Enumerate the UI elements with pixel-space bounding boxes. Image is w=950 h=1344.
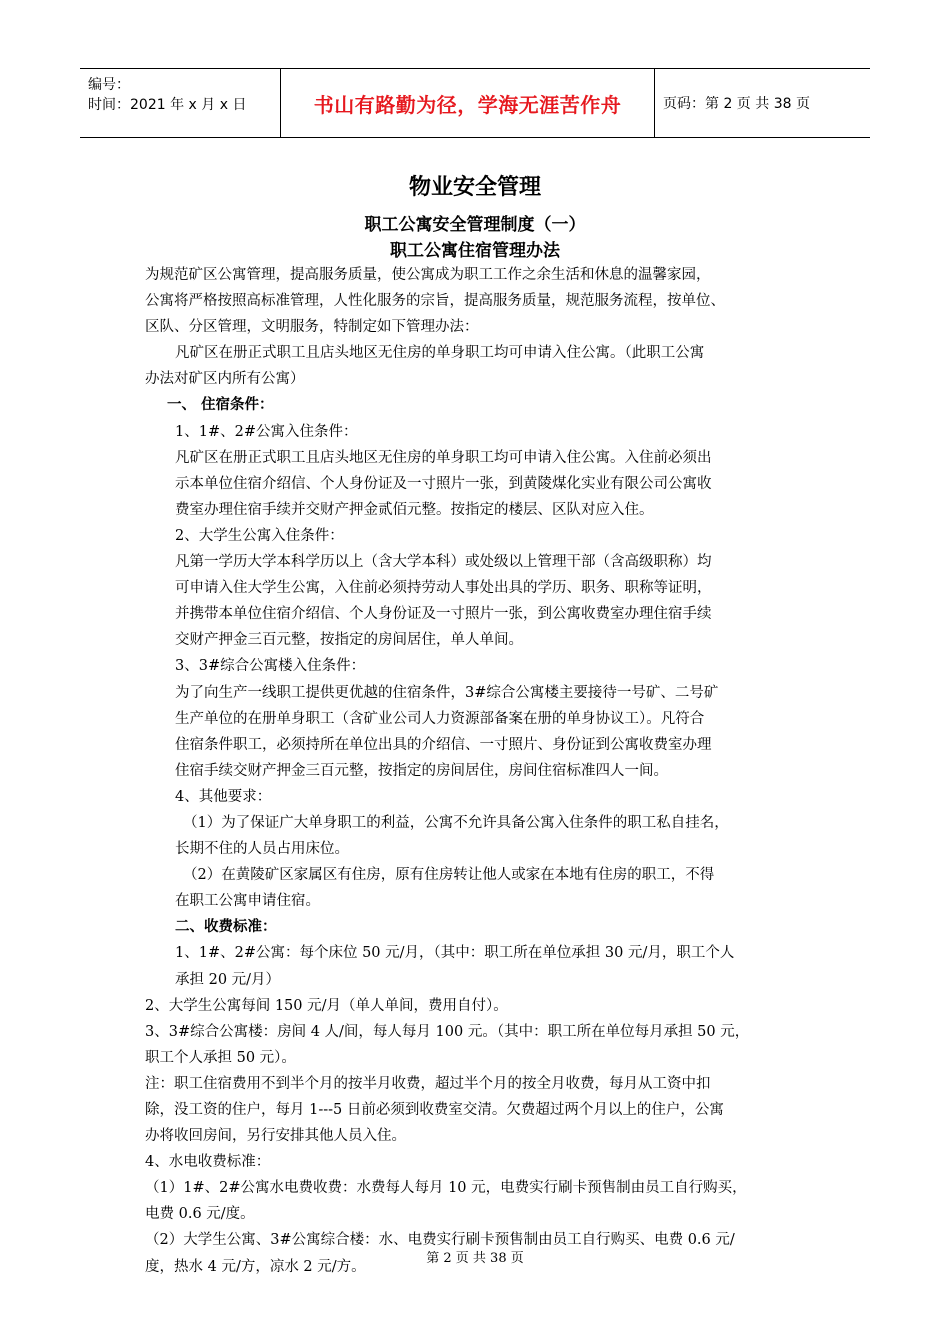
section-heading: 二、收费标准：: [175, 918, 277, 936]
header-page-info: 页码：第 2 页 共 38 页: [663, 96, 810, 112]
paragraph-line: 住宿手续交财产押金三百元整，按指定的房间居住，房间住宿标准四人一间。: [175, 762, 668, 779]
paragraph-line: 职工个人承担 50 元）。: [145, 1049, 296, 1066]
subsection-heading: 1、1#、2#公寓入住条件：: [175, 423, 358, 440]
document-date: 时间：2021 年 x 月 x 日: [88, 97, 247, 113]
subsection-heading: 4、水电收费标准：: [145, 1154, 271, 1171]
paragraph-line: 注：职工住宿费用不到半个月的按半月收费，超过半个月的按全月收费，每月从工资中扣: [145, 1075, 711, 1092]
section-title: 职工公寓安全管理制度（一）: [364, 215, 586, 235]
paragraph-line: 在职工公寓申请住宿。: [175, 893, 320, 910]
paragraph-line: 1、1#、2#公寓：每个床位 50 元/月，（其中：职工所在单位承担 30 元/月，职工个人: [175, 945, 735, 962]
subsection-heading: 4、其他要求：: [175, 788, 272, 805]
paragraph-line: （1）1#、2#公寓水电费收费：水费每人每月 10 元，电费实行刷卡预售制由员工自行购买，: [145, 1180, 747, 1197]
paragraph-line: 生产单位的在册单身职工（含矿业公司人力资源部备案在册的单身协议工）。凡符合: [175, 710, 705, 727]
paragraph-line: 为了向生产一线职工提供更优越的住宿条件，3#综合公寓楼主要接待一号矿、二号矿: [175, 684, 719, 701]
document-title: 物业安全管理: [408, 175, 541, 200]
paragraph-line: 示本单位住宿介绍信、个人身份证及一寸照片一张，到黄陵煤化实业有限公司公寓收: [175, 475, 712, 492]
header-meta: [80, 69, 280, 137]
paragraph-line: 承担 20 元/月）: [175, 971, 281, 988]
paragraph-line: 为规范矿区公寓管理，提高服务质量，使公寓成为职工工作之余生活和休息的温馨家园，: [145, 267, 711, 283]
paragraph-line: 3、3#综合公寓楼：房间 4 人/间，每人每月 100 元。（其中：职工所在单位每月承担 50 元，: [145, 1023, 750, 1040]
paragraph-line: 可申请入住大学生公寓，入住前必须持劳动人事处出具的学历、职务、职称等证明，: [175, 580, 712, 597]
paragraph-line: 凡矿区在册正式职工且店头地区无住房的单身职工均可申请入住公寓。（此职工公寓: [175, 345, 705, 362]
paragraph-line: 区队、分区管理，文明服务，特制定如下管理办法：: [145, 319, 479, 336]
paragraph-line: （2）大学生公寓、3#公寓综合楼：水、电费实行刷卡预售制由员工自行购买、电费 0.6 元/: [145, 1232, 735, 1249]
subsection-heading: 3、3#综合公寓楼入住条件：: [175, 658, 366, 675]
paragraph-line: 凡第一学历大学本科学历以上（含大学本科）或处级以上管理干部（含高级职称）均: [175, 554, 712, 571]
paragraph-line: 办法对矿区内所有公寓）: [145, 371, 305, 388]
paragraph-line: （1）为了保证广大单身职工的利益，公寓不允许具备公寓入住条件的职工私自挂名，: [183, 814, 729, 831]
paragraph-line: 长期不住的人员占用床位。: [175, 841, 349, 858]
header-motto: 书山有路勤为径，学海无涯苦作舟: [313, 92, 622, 117]
paragraph-line: 电费 0.6 元/度。: [145, 1206, 255, 1223]
paragraph-line: 凡矿区在册正式职工且店头地区无住房的单身职工均可申请入住公寓。入住前必须出: [175, 449, 712, 466]
paragraph-line: （2）在黄陵矿区家属区有住房，原有住房转让他人或家在本地有住房的职工，不得: [183, 867, 715, 884]
subsection-heading: 2、大学生公寓入住条件：: [175, 527, 344, 544]
document-body: [145, 262, 813, 1280]
paragraph-line: 交财产押金三百元整，按指定的房间居住，单人单间。: [175, 632, 523, 649]
page-header: [80, 68, 870, 138]
paragraph-line: 住宿条件职工，必须持所在单位出具的介绍信、一寸照片、身份证到公寓收费室办理: [175, 736, 712, 753]
section-subtitle: 职工公寓住宿管理办法: [390, 241, 560, 261]
paragraph-line: 2、大学生公寓每间 150 元/月（单人单间，费用自付）。: [145, 997, 508, 1014]
page-footer: 第 2 页 共 38 页: [426, 1251, 524, 1266]
document-number-label: 编号：: [88, 77, 130, 93]
paragraph-line: 办将收回房间，另行安排其他人员入住。: [145, 1128, 406, 1145]
section-heading: 一、 住宿条件：: [167, 396, 274, 414]
paragraph-line: 除，没工资的住户，每月 1---5 日前必须到收费室交清。欠费超过两个月以上的住户，公寓: [145, 1102, 724, 1118]
paragraph-line: 公寓将严格按照高标准管理，人性化服务的宗旨，提高服务质量，规范服务流程，按单位、: [145, 293, 725, 310]
paragraph-line: 度，热水 4 元/方，凉水 2 元/方。: [145, 1258, 366, 1275]
paragraph-line: 并携带本单位住宿介绍信、个人身份证及一寸照片一张，到公寓收费室办理住宿手续: [175, 606, 712, 623]
paragraph-line: 费室办理住宿手续并交财产押金贰佰元整。按指定的楼层、区队对应入住。: [175, 501, 654, 518]
header-motto-cell: [280, 69, 655, 137]
